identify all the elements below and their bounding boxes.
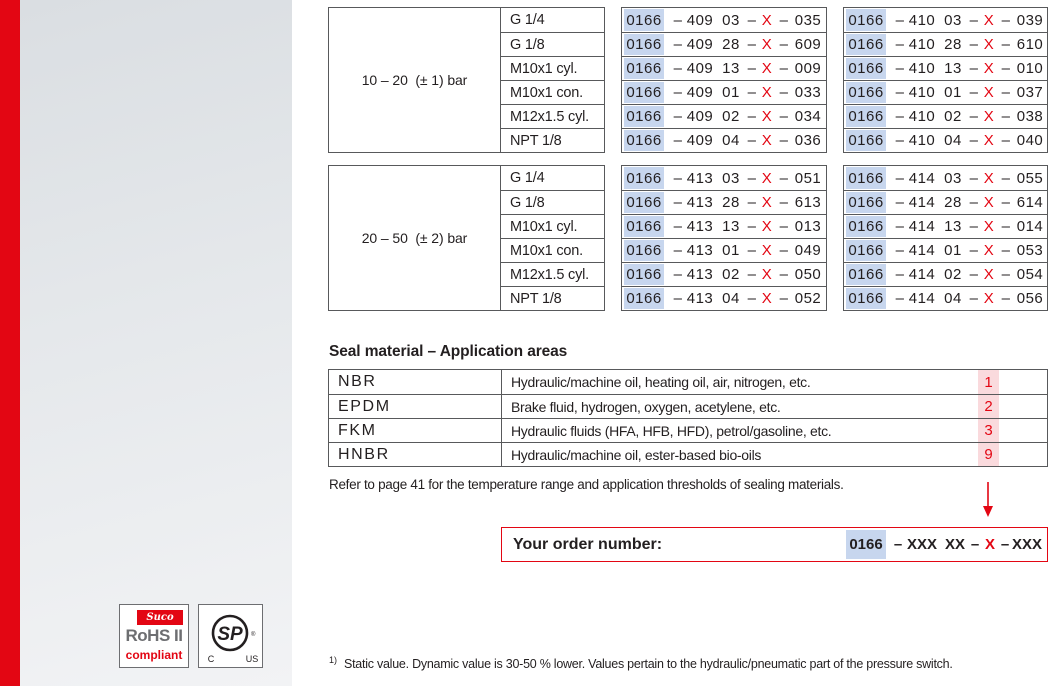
order-code-group: 413 [686,169,714,187]
order-code-variant: 03 [722,169,740,187]
order-code-seal: X [983,290,995,307]
order-code-variant: XX [944,536,965,553]
thread-connection-label: M12x1.5 cyl. [501,262,604,286]
code-separator: – [969,218,979,235]
order-code-row [844,262,1047,286]
order-code-prefix: 0166 [624,34,664,55]
order-code-group: 413 [686,194,714,211]
seal-note: Refer to page 41 for the temperature range and application thresholds of sealing materials. [329,477,844,492]
order-code-seal: X [761,218,773,235]
order-code-group: 410 [908,60,936,77]
order-code-row [622,238,826,262]
code-separator: – [673,36,683,53]
order-code-variant: 13 [944,218,962,235]
order-code-suffix: 056 [1016,290,1044,307]
order-code-group: 414 [908,242,936,259]
code-separator: – [1001,194,1011,211]
order-code-prefix: 0166 [846,530,886,559]
order-code-seal: X [983,60,995,77]
footnote-marker: 1) [329,655,338,665]
registered-mark: ® [251,632,256,638]
arrow-down-icon [982,481,994,518]
order-code-seal: X [983,266,995,283]
code-separator: – [969,169,979,187]
code-separator: – [895,218,905,235]
seal-material-row [329,442,1047,466]
pressure-range-table-10-20 [0,7,1055,153]
thread-connection-label: M10x1 con. [501,80,604,104]
thread-connection-label: G 1/4 [510,170,545,186]
code-separator: – [673,84,683,101]
order-code-suffix: 035 [794,11,822,29]
seal-section-title: Seal material – Application areas [329,343,568,360]
seal-code-digit: 2 [978,395,999,418]
code-separator: – [969,242,979,259]
code-separator: – [673,60,683,77]
thread-connection-label: NPT 1/8 [501,128,604,152]
code-separator: – [895,36,905,53]
order-code-suffix: 614 [1016,194,1044,211]
order-code-row [844,286,1047,310]
order-code-variant: 13 [722,60,740,77]
order-code-seal: X [983,218,995,235]
code-separator: – [747,108,757,125]
code-separator: – [779,194,789,211]
order-code-group: 409 [686,84,714,101]
order-code-prefix: 0166 [846,106,886,127]
code-separator: – [895,132,905,149]
thread-connection-label: M10x1 cyl. [501,56,604,80]
code-separator: – [895,84,905,101]
code-separator: – [673,169,683,187]
code-separator: – [969,194,979,211]
order-code-suffix: 613 [794,194,822,211]
connection-table [328,7,605,153]
seal-material-row [329,370,1047,394]
csa-certification-logo [198,604,263,668]
seal-application-areas: Hydraulic/machine oil, heating oil, air, nitrogen, etc. [511,374,811,390]
order-code-suffix: 051 [794,169,822,187]
code-separator: – [969,132,979,149]
order-code-row [844,104,1047,128]
code-separator: – [1001,60,1011,77]
order-code-suffix: 052 [794,290,822,307]
code-separator: – [1001,242,1011,259]
order-code-row [844,8,1047,32]
code-separator: – [895,194,905,211]
order-code-group: 410 [908,11,936,29]
code-separator: – [673,242,683,259]
code-separator: – [779,169,789,187]
seal-material-name: NBR [329,370,502,394]
code-separator: – [1000,536,1010,553]
order-code-prefix: 0166 [624,192,664,213]
code-separator: – [673,290,683,307]
code-separator: – [1001,218,1011,235]
order-code-seal: X [984,536,995,553]
order-code-group: 410 [908,36,936,53]
order-code-row [844,238,1047,262]
order-code-prefix: 0166 [846,264,886,285]
order-code-row [622,214,826,238]
order-code-group: 409 [686,60,714,77]
order-code-row [844,128,1047,152]
code-separator: – [895,108,905,125]
order-code-row [844,56,1047,80]
thread-connection-label: G 1/8 [501,32,604,56]
order-code-suffix: 053 [1016,242,1044,259]
order-code-seal: X [761,266,773,283]
order-code-suffix: 049 [794,242,822,259]
code-separator: – [969,266,979,283]
order-code-suffix: 009 [794,60,822,77]
order-code-seal: X [761,36,773,53]
order-code-seal: X [761,108,773,125]
seal-material-name: EPDM [329,395,502,418]
order-number-label: Your order number: [513,535,663,553]
code-separator: – [1001,108,1011,125]
order-code-variant: 03 [944,169,962,187]
connection-column [501,8,604,152]
code-separator: – [895,169,905,187]
code-separator: – [1001,36,1011,53]
order-code-group: 413 [686,290,714,307]
code-separator: – [969,108,979,125]
order-code-prefix: 0166 [846,240,886,261]
seal-code-digit: 9 [978,443,999,466]
seal-application-areas: Hydraulic fluids (HFA, HFB, HFD), petrol/gasoline, etc. [511,422,832,439]
order-code-suffix: 014 [1016,218,1044,235]
order-code-seal: X [761,169,773,187]
code-separator: – [1001,11,1011,29]
code-separator: – [895,290,905,307]
order-code-suffix: 050 [794,266,822,283]
suco-brand-badge: Suco [137,610,183,625]
order-code-group: 413 [686,218,714,235]
order-code-group: 409 [686,132,714,149]
code-separator: – [747,169,757,187]
order-code-variant: 01 [944,242,962,259]
order-code-seal: X [983,108,995,125]
code-separator: – [779,36,789,53]
order-code-group: 413 [686,242,714,259]
order-code-prefix: 0166 [624,216,664,237]
order-code-prefix: 0166 [846,216,886,237]
seal-material-row [329,418,1047,442]
order-code-column [621,165,827,311]
order-code-group: 410 [908,108,936,125]
order-code-group: 409 [686,36,714,53]
code-separator: – [673,194,683,211]
code-separator: – [779,266,789,283]
order-code-variant: 04 [944,132,962,149]
csa-mark-icon [199,605,262,667]
order-code-seal: X [761,242,773,259]
seal-application-areas: Hydraulic/machine oil, ester-based bio-oils [511,446,762,463]
order-code-variant: 01 [722,84,740,101]
order-code-seal: X [761,84,773,101]
order-code-prefix: 0166 [624,240,664,261]
order-code-group: 414 [908,194,936,211]
order-code-row [622,128,826,152]
code-separator: – [747,36,757,53]
seal-material-row [329,394,1047,418]
code-separator: – [895,242,905,259]
code-separator: – [969,36,979,53]
order-code-suffix: 054 [1016,266,1044,283]
order-code-row [622,8,826,32]
code-separator: – [1001,169,1011,187]
order-code-variant: 04 [722,132,740,149]
csa-country-us: US [245,654,259,664]
order-code-seal: X [761,60,773,77]
code-separator: – [969,84,979,101]
code-separator: – [747,60,757,77]
code-separator: – [895,11,905,29]
order-code-group: 414 [908,290,936,307]
order-code-row [844,32,1047,56]
order-code-seal: X [983,242,995,259]
thread-connection-label: M10x1 con. [501,238,604,262]
order-code-row [622,262,826,286]
order-code-group: 409 [686,108,714,125]
order-code-seal: X [761,132,773,149]
order-code-prefix: 0166 [624,264,664,285]
order-code-group: XXX [906,536,937,553]
code-separator: – [779,132,789,149]
code-separator: – [1001,290,1011,307]
order-code-variant: 28 [722,36,740,53]
csa-mark-letters: SP [217,624,243,645]
order-code-suffix: 055 [1016,169,1044,187]
order-code-suffix: 037 [1016,84,1044,101]
seal-code-digit: 1 [978,370,999,394]
connection-table [328,165,605,311]
order-code-seal: X [983,84,995,101]
code-separator: – [779,11,789,29]
order-code-row [622,166,826,190]
code-separator: – [747,194,757,211]
seal-application-areas: Brake fluid, hydrogen, oxygen, acetylene, etc. [511,398,781,415]
order-code-row [844,166,1047,190]
rohs-status: compliant [125,648,183,662]
order-code-row [844,214,1047,238]
code-separator: – [747,218,757,235]
code-separator: – [1001,266,1011,283]
thread-connection-label: G 1/8 [501,190,604,214]
code-separator: – [895,266,905,283]
order-code-suffix: 039 [1016,11,1044,29]
code-separator: – [779,84,789,101]
code-separator: – [895,60,905,77]
order-code-suffix: 040 [1016,132,1044,149]
code-separator: – [970,536,980,553]
order-code-variant: 13 [944,60,962,77]
order-code-prefix: 0166 [846,82,886,103]
order-code-variant: 28 [722,194,740,211]
csa-country-c: C [207,654,215,664]
seal-material-name: FKM [329,419,502,442]
code-separator: – [969,11,979,29]
order-code-prefix: 0166 [846,34,886,55]
connection-column [501,166,604,310]
order-code-variant: 13 [722,218,740,235]
order-code-variant: 01 [944,84,962,101]
code-separator: – [779,242,789,259]
seal-code-digit: 3 [978,419,999,442]
pressure-range-table-20-50 [0,165,1055,311]
order-code-prefix: 0166 [846,192,886,213]
order-code-row [844,80,1047,104]
code-separator: – [969,290,979,307]
code-separator: – [673,11,683,29]
thread-connection-label: M10x1 cyl. [501,214,604,238]
order-code-column [621,7,827,153]
order-code-prefix: 0166 [624,106,664,127]
code-separator: – [1001,132,1011,149]
order-code-suffix: 609 [794,36,822,53]
order-code-row [622,56,826,80]
pressure-range-label: 20 – 50 (± 2) bar [329,166,501,310]
code-separator: – [747,266,757,283]
order-code-row [622,104,826,128]
order-code-prefix: 0166 [624,167,664,189]
order-code-variant: 04 [722,290,740,307]
code-separator: – [779,218,789,235]
code-separator: – [747,84,757,101]
code-separator: – [747,290,757,307]
footnote-text: Static value. Dynamic value is 30-50 % lower. Values pertain to the hydraulic/pneumatic part of the pressure switch. [344,657,953,671]
order-code-prefix: 0166 [846,167,886,189]
order-code-variant: 02 [722,108,740,125]
order-code-variant: 02 [722,266,740,283]
order-code-seal: X [983,36,995,53]
code-separator: – [779,60,789,77]
order-code-seal: X [983,169,995,187]
order-number-box [501,527,1048,562]
order-code-group: 410 [908,84,936,101]
order-code-variant: 01 [722,242,740,259]
order-code-suffix: 036 [794,132,822,149]
order-code-prefix: 0166 [624,82,664,103]
order-code-suffix: 010 [1016,60,1044,77]
order-code-group: 414 [908,169,936,187]
order-code-seal: X [761,290,773,307]
order-code-row [844,190,1047,214]
code-separator: – [747,242,757,259]
order-code-suffix: 610 [1016,36,1044,53]
order-code-variant: 28 [944,194,962,211]
code-separator: – [779,290,789,307]
order-code-group: 414 [908,218,936,235]
code-separator: – [673,132,683,149]
order-code-row [622,286,826,310]
order-code-prefix: 0166 [846,9,886,31]
order-code-prefix: 0166 [846,130,886,151]
order-code-row [622,80,826,104]
order-code-variant: 03 [944,11,962,29]
code-separator: – [673,218,683,235]
order-code-prefix: 0166 [846,58,886,79]
rohs-mark: RoHS II [125,626,183,645]
code-separator: – [779,108,789,125]
order-code-suffix: 013 [794,218,822,235]
order-code-group: 410 [908,132,936,149]
order-code-seal: X [761,11,773,29]
order-code-suffix: 034 [794,108,822,125]
order-code-prefix: 0166 [624,58,664,79]
order-code-seal: X [983,11,995,29]
code-separator: – [673,108,683,125]
order-code-prefix: 0166 [624,130,664,151]
order-code-suffix: 038 [1016,108,1044,125]
order-code-suffix: 033 [794,84,822,101]
thread-connection-label: NPT 1/8 [501,286,604,310]
order-code-row [622,32,826,56]
order-code-column [843,165,1048,311]
order-code-seal: X [983,194,995,211]
order-code-column [843,7,1048,153]
order-code-variant: 03 [722,11,740,29]
thread-connection-label: M12x1.5 cyl. [501,104,604,128]
order-code-suffix: XXX [1011,536,1042,553]
code-separator: – [1001,84,1011,101]
order-code-seal: X [983,132,995,149]
code-separator: – [893,536,903,553]
order-code-variant: 28 [944,36,962,53]
order-code-group: 414 [908,266,936,283]
order-code-prefix: 0166 [846,288,886,309]
order-code-seal: X [761,194,773,211]
pressure-range-label: 10 – 20 (± 1) bar [329,8,501,152]
code-separator: – [747,132,757,149]
seal-material-table [328,369,1048,467]
code-separator: – [747,11,757,29]
order-code-row [622,190,826,214]
rohs-compliant-logo [119,604,189,668]
order-code-prefix: 0166 [624,288,664,309]
order-code-variant: 02 [944,108,962,125]
order-code-variant: 02 [944,266,962,283]
seal-material-name: HNBR [329,443,502,466]
code-separator: – [969,60,979,77]
code-separator: – [673,266,683,283]
order-code-group: 409 [686,11,714,29]
thread-connection-label: G 1/4 [510,12,545,28]
order-code-prefix: 0166 [624,9,664,31]
order-code-variant: 04 [944,290,962,307]
order-code-group: 413 [686,266,714,283]
footnote [329,654,1049,674]
